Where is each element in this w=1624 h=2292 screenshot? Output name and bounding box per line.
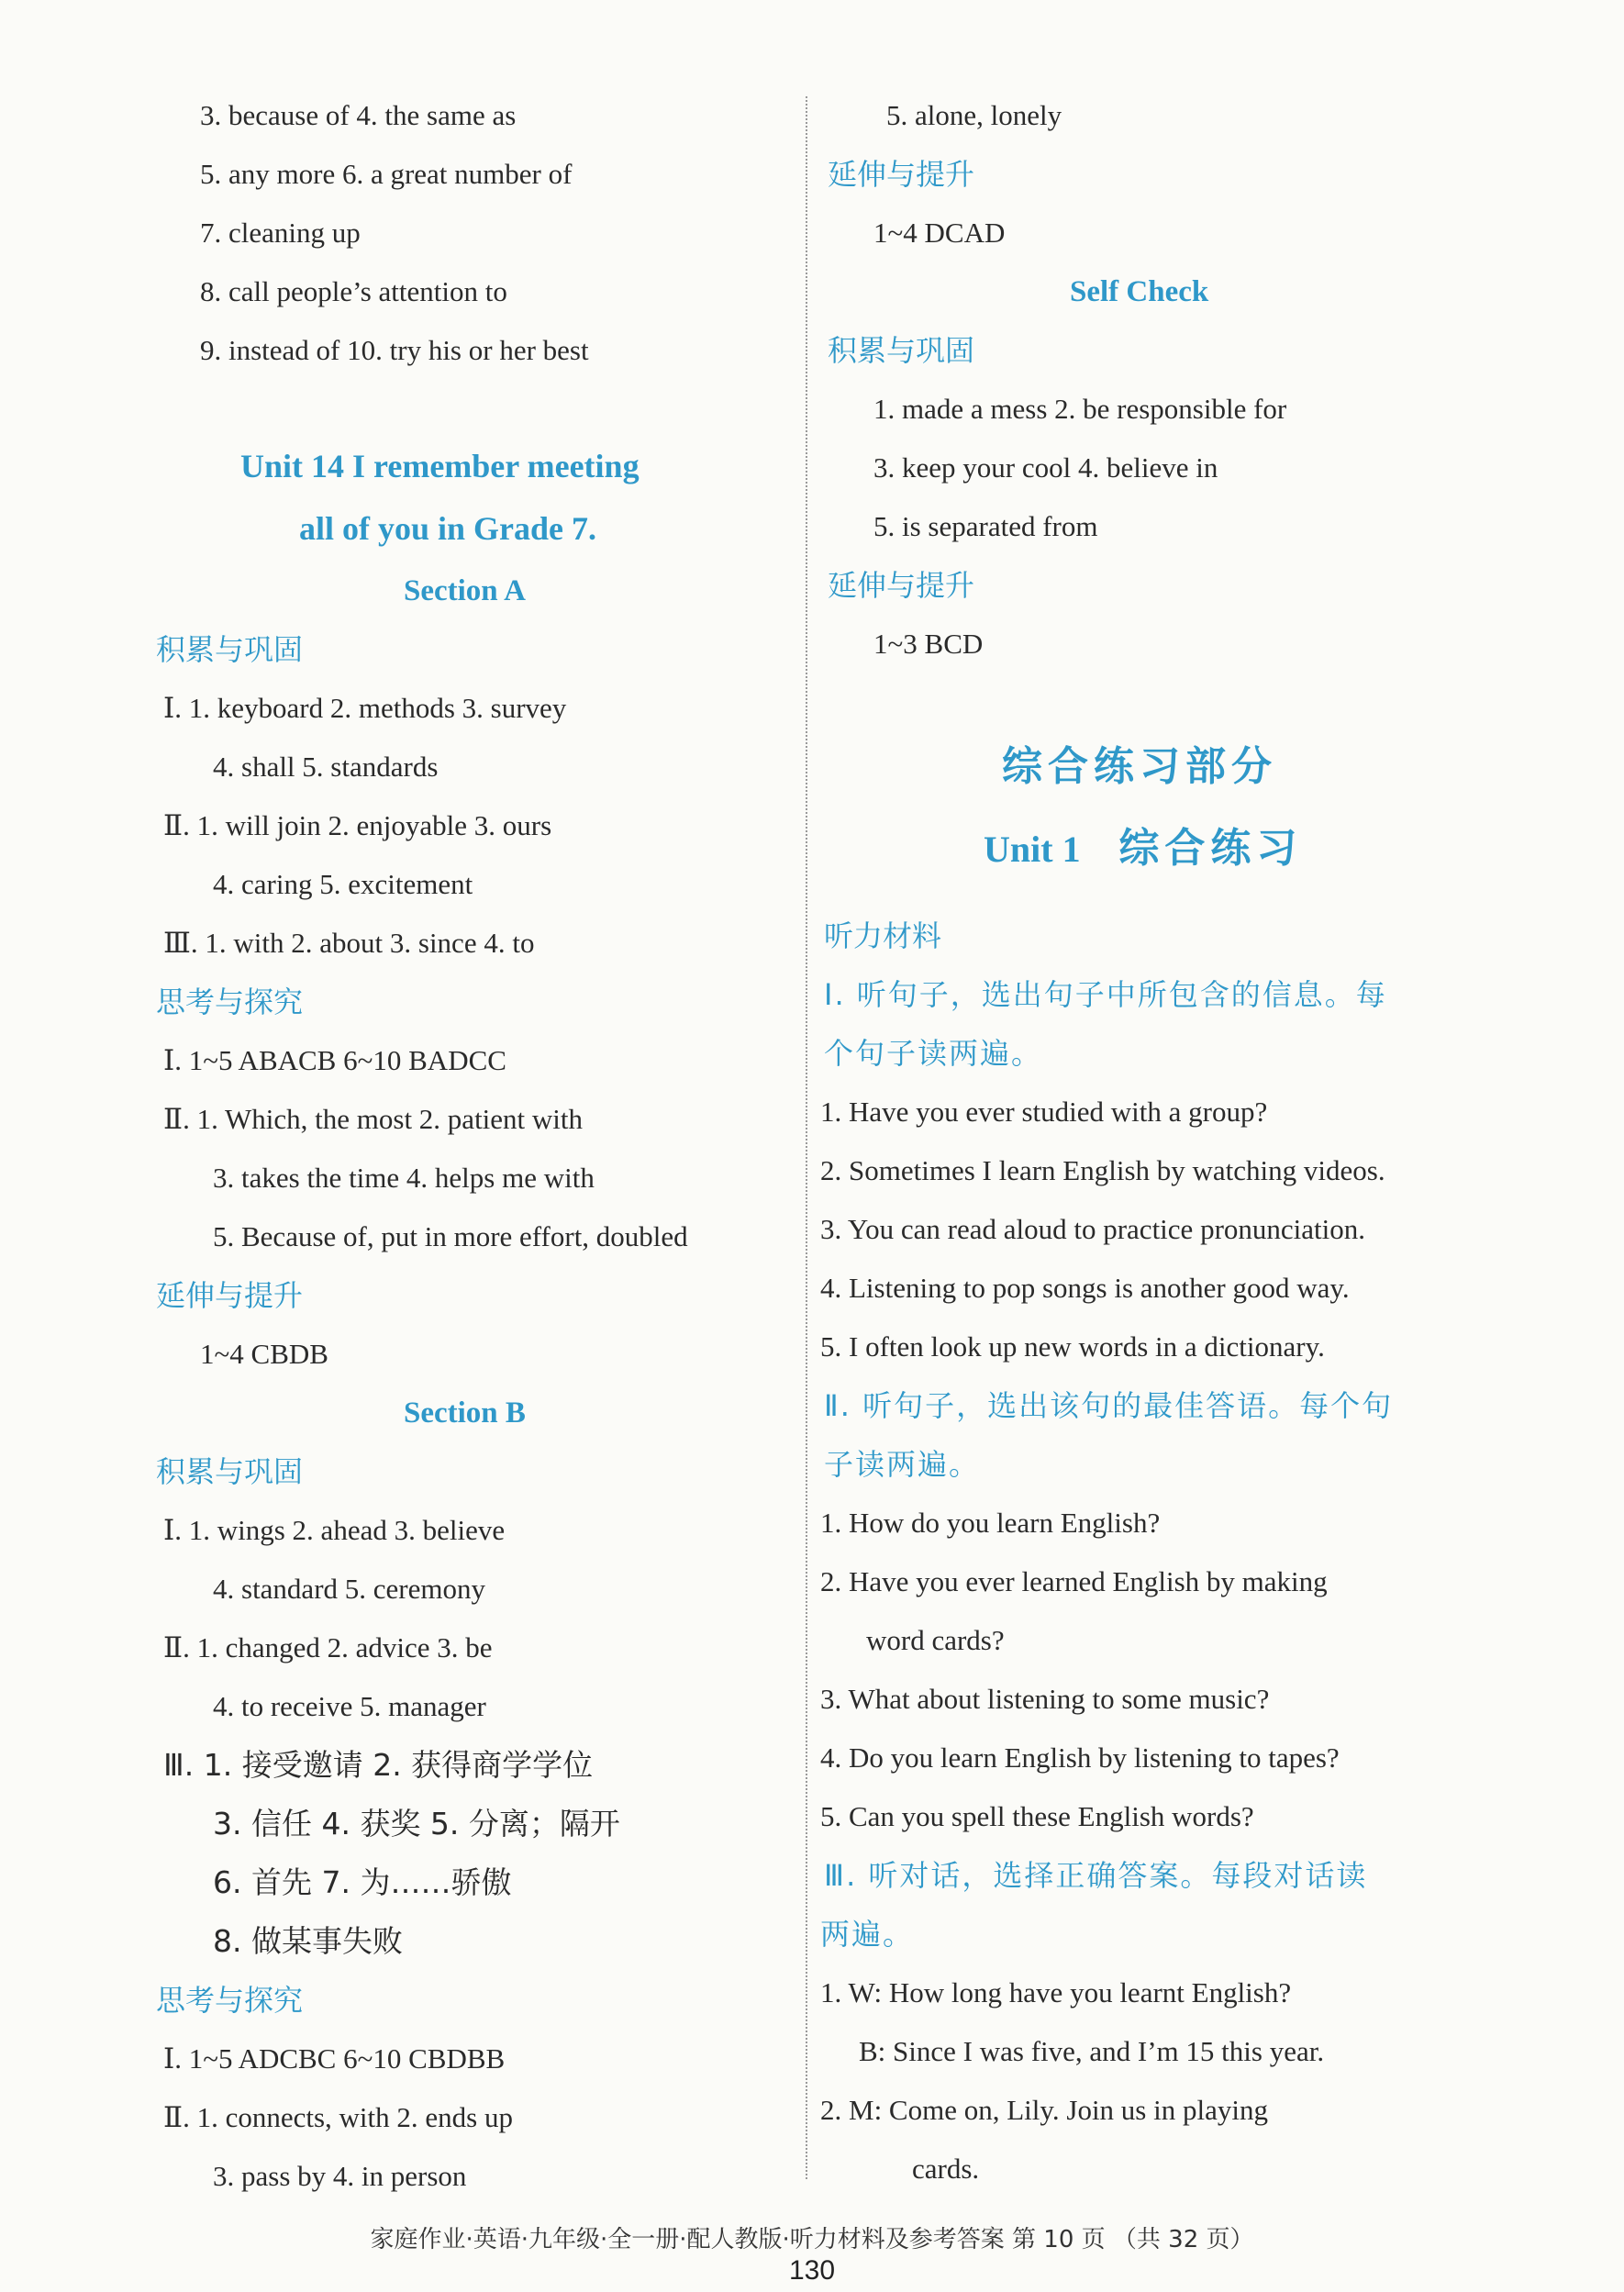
answer-line: 3. 信任 4. 获奖 5. 分离；隔开 (213, 1806, 620, 1841)
answer-line: 5. any more 6. a great number of (200, 158, 573, 190)
instruction-1-cont: 个句子读两遍。 (824, 1036, 1043, 1071)
instruction-1: Ⅰ. 听句子，选出句子中所包含的信息。每 (824, 977, 1387, 1012)
answer-line: 1. made a mess 2. be responsible for (873, 393, 1287, 425)
heading-accumulate: 积累与巩固 (828, 333, 975, 368)
part-title: 综合练习部分 (1002, 743, 1277, 790)
answer-line: Ⅲ. 1. with 2. about 3. since 4. to (163, 927, 535, 959)
unit-1-cn: 综合练习 (1118, 825, 1303, 872)
listening-line: 3. What about listening to some music? (820, 1683, 1270, 1715)
listening-line: 5. Can you spell these English words? (820, 1800, 1254, 1832)
instruction-3: Ⅲ. 听对话，选择正确答案。每段对话读 (824, 1858, 1368, 1893)
answer-line: Ⅱ. 1. will join 2. enjoyable 3. ours (163, 809, 552, 841)
listening-line: word cards? (866, 1624, 1005, 1656)
listening-line: 1. How do you learn English? (820, 1507, 1161, 1539)
dialogue-line: cards. (912, 2153, 980, 2185)
column-divider (806, 96, 807, 2179)
answer-line: 1~4 CBDB (200, 1338, 328, 1370)
listening-heading: 听力材料 (824, 918, 942, 953)
section-a-title: Section A (404, 574, 526, 607)
answer-line: 4. caring 5. excitement (213, 868, 473, 900)
listening-line: 4. Listening to pop songs is another good way. (820, 1272, 1350, 1304)
answer-line: 9. instead of 10. try his or her best (200, 334, 589, 366)
section-b-title: Section B (404, 1396, 526, 1430)
heading-accumulate: 积累与巩固 (156, 1454, 304, 1489)
answer-line: 4. standard 5. ceremony (213, 1573, 485, 1605)
answer-line: 1~3 BCD (873, 628, 984, 660)
listening-line: 1. Have you ever studied with a group? (820, 1096, 1268, 1128)
answer-line: 3. keep your cool 4. believe in (873, 451, 1218, 484)
dialogue-line: 2. M: Come on, Lily. Join us in playing (820, 2094, 1268, 2126)
answer-line: Ⅱ. 1. connects, with 2. ends up (163, 2101, 513, 2133)
listening-line: 2. Sometimes I learn English by watching videos. (820, 1154, 1385, 1186)
answer-line: Ⅱ. 1. Which, the most 2. patient with (163, 1103, 584, 1135)
answer-line: Ⅰ. 1~5 ABACB 6~10 BADCC (163, 1044, 506, 1076)
page-number: 130 (788, 2255, 836, 2286)
answer-line: 1~4 DCAD (873, 217, 1006, 249)
answer-line: 8. call people’s attention to (200, 275, 507, 307)
self-check-title: Self Check (1070, 275, 1209, 308)
instruction-2: Ⅱ. 听句子，选出该句的最佳答语。每个句 (824, 1388, 1394, 1423)
answer-line: 3. takes the time 4. helps me with (213, 1162, 595, 1194)
answer-line: Ⅰ. 1. keyboard 2. methods 3. survey (163, 692, 567, 724)
listening-line: 4. Do you learn English by listening to tapes? (820, 1741, 1340, 1774)
listening-line: 3. You can read aloud to practice pronunciation. (820, 1213, 1365, 1245)
heading-extend: 延伸与提升 (828, 157, 975, 192)
heading-extend: 延伸与提升 (828, 568, 975, 603)
answer-line: 3. because of 4. the same as (200, 99, 517, 131)
dialogue-line: 1. W: How long have you learnt English? (820, 1976, 1292, 2008)
heading-extend: 延伸与提升 (156, 1278, 304, 1313)
heading-explore: 思考与探究 (156, 985, 304, 1019)
heading-explore: 思考与探究 (156, 1983, 304, 2018)
answer-line: 7. cleaning up (200, 217, 361, 249)
answer-line: Ⅱ. 1. changed 2. advice 3. be (163, 1631, 493, 1663)
dialogue-line: B: Since I was five, and I’m 15 this year. (859, 2035, 1325, 2067)
answer-line: Ⅲ. 1. 接受邀请 2. 获得商学学位 (163, 1747, 594, 1783)
answer-line: Ⅰ. 1~5 ADCBC 6~10 CBDBB (163, 2042, 506, 2075)
instruction-2-cont: 子读两遍。 (824, 1447, 981, 1482)
listening-line: 5. I often look up new words in a dictionary. (820, 1330, 1325, 1363)
unit-1-en: Unit 1 (984, 829, 1081, 870)
answer-line: 8. 做某事失败 (213, 1923, 403, 1959)
answer-line: 3. pass by 4. in person (213, 2160, 467, 2192)
unit-title-line-1: Unit 14 I remember meeting (240, 448, 640, 484)
heading-accumulate: 积累与巩固 (156, 632, 304, 667)
unit-title-line-2: all of you in Grade 7. (299, 510, 597, 547)
answer-line: Ⅰ. 1. wings 2. ahead 3. believe (163, 1514, 506, 1546)
answer-line: 4. shall 5. standards (213, 751, 439, 783)
unit-1-title (984, 824, 1302, 877)
page-footer: 家庭作业·英语·九年级·全一册·配人教版·听力材料及参考答案 第 10 页 （共 32 页） (370, 2226, 1254, 2253)
answer-line: 5. alone, lonely (886, 99, 1062, 131)
answer-line: 5. is separated from (873, 510, 1098, 542)
answer-line: 4. to receive 5. manager (213, 1690, 486, 1722)
instruction-3-cont: 两遍。 (820, 1917, 915, 1952)
answer-line: 5. Because of, put in more effort, doubled (213, 1220, 688, 1252)
answer-line: 6. 首先 7. 为……骄傲 (213, 1864, 512, 1900)
listening-line: 2. Have you ever learned English by making (820, 1565, 1328, 1597)
